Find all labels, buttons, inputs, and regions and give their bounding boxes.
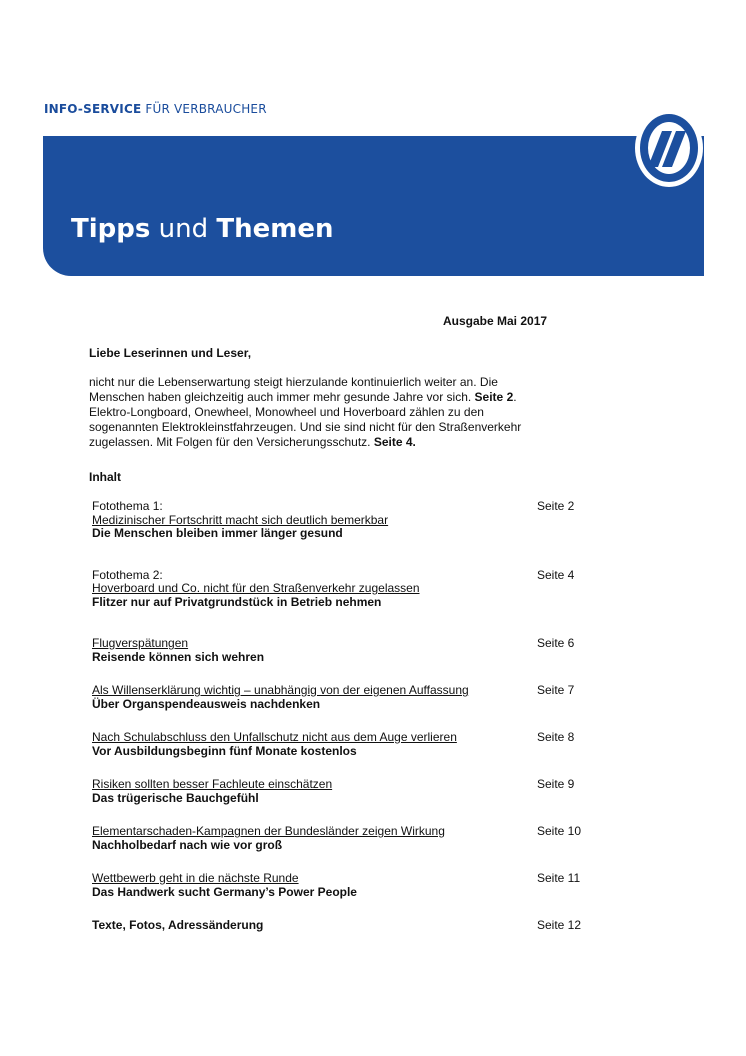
page-ref: Seite 4. [373, 435, 416, 449]
intro-line: Elektro-Longboard, Onewheel, Monowheel und Hoverboard zählen zu den [89, 405, 484, 419]
service-label-bold: INFO-SERVICE [44, 102, 142, 116]
toc-subtitle: Vor Ausbildungsbeginn fünf Monate kostenlos [92, 743, 357, 758]
toc-subtitle: Über Organspendeausweis nachdenken [92, 696, 321, 711]
intro-paragraph [89, 375, 599, 450]
toc-heading: Inhalt [89, 470, 121, 484]
toc-page-number: Seite 2 [537, 499, 575, 513]
toc-entry [92, 637, 602, 664]
intro-text: . [513, 390, 517, 404]
toc-page-number: Seite 7 [537, 683, 575, 697]
publication-title [71, 214, 333, 244]
toc-link[interactable]: Elementarschaden-Kampagnen der Bundesländer zeigen Wirkung [92, 824, 445, 838]
intro-line [89, 435, 599, 450]
toc-page-number: Seite 11 [537, 871, 581, 885]
toc-kicker: Fotothema 2: [92, 567, 163, 582]
toc-page-number: Seite 8 [537, 730, 575, 744]
intro-line [89, 390, 599, 405]
toc-link[interactable]: Risiken sollten besser Fachleute einschätzen [92, 777, 333, 791]
toc-subtitle: Nachholbedarf nach wie vor groß [92, 837, 283, 852]
issue-date: Ausgabe Mai 2017 [443, 314, 548, 328]
toc-page-number: Seite 10 [537, 824, 582, 838]
toc-subtitle: Das Handwerk sucht Germany’s Power People [92, 884, 357, 899]
toc-entry [92, 500, 602, 541]
intro-text: Menschen haben gleichzeitig auch immer mehr gesunde Jahre vor sich. [89, 390, 475, 404]
toc-entry [92, 684, 602, 711]
service-label-rest: FÜR VERBRAUCHER [141, 102, 267, 116]
toc-entry [92, 872, 602, 899]
page-ref: Seite 2 [474, 390, 514, 404]
toc-link[interactable]: Hoverboard und Co. nicht für den Straßenverkehr zugelassen [92, 581, 420, 595]
toc-link[interactable]: Wettbewerb geht in die nächste Runde [92, 871, 299, 885]
toc-kicker: Fotothema 1: [92, 499, 163, 513]
toc-entry [92, 569, 602, 610]
intro-line: nicht nur die Lebenserwartung steigt hierzulande kontinuierlich weiter an. Die [89, 375, 498, 389]
greeting: Liebe Leserinnen und Leser, [89, 346, 252, 360]
toc-entry [92, 731, 602, 758]
title-part-themen: Themen [216, 214, 334, 244]
toc-heading-entry: Texte, Fotos, Adressänderung [92, 918, 264, 932]
toc-subtitle: Das trügerische Bauchgefühl [92, 790, 259, 805]
toc-link[interactable]: Medizinischer Fortschritt macht sich deutlich bemerkbar [92, 512, 389, 527]
toc-page-number: Seite 9 [537, 777, 575, 791]
toc-link[interactable]: Nach Schulabschluss den Unfallschutz nicht aus dem Auge verlieren [92, 730, 457, 744]
toc-subtitle: Die Menschen bleiben immer länger gesund [92, 526, 343, 540]
toc-page-number: Seite 12 [537, 918, 582, 932]
table-of-contents [92, 500, 602, 933]
service-label [44, 102, 267, 116]
toc-page-number: Seite 6 [537, 636, 575, 650]
toc-entry [92, 778, 602, 805]
toc-link[interactable]: Als Willenserklärung wichtig – unabhängig von der eigenen Auffassung [92, 683, 469, 697]
toc-subtitle: Reisende können sich wehren [92, 649, 265, 664]
toc-subtitle: Flitzer nur auf Privatgrundstück in Betrieb nehmen [92, 594, 382, 609]
circle-slash-logo-icon [631, 105, 707, 191]
toc-entry [92, 825, 602, 852]
title-part-und: und [150, 214, 217, 244]
intro-line: sogenannten Elektrokleinstfahrzeugen. Und sie sind nicht für den Straßenverkehr [89, 420, 522, 434]
toc-link[interactable]: Flugverspätungen [92, 636, 189, 650]
intro-text: zugelassen. Mit Folgen für den Versicherungsschutz. [89, 435, 374, 449]
title-part-tipps: Tipps [71, 214, 151, 244]
toc-entry [92, 919, 602, 933]
title-banner [43, 136, 704, 276]
toc-page-number: Seite 4 [537, 567, 575, 582]
